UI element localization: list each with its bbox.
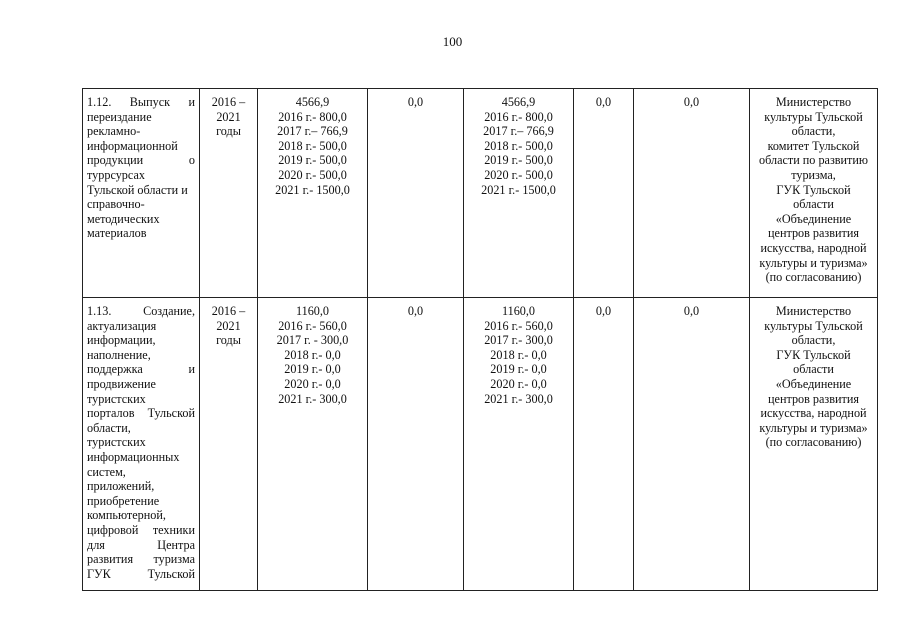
cell-line	[87, 508, 195, 523]
cell-line: 2017 г.– 766,9	[277, 124, 348, 139]
cell-line: искусства, народной	[760, 240, 867, 255]
local-budget-cell	[574, 89, 634, 298]
cell-word: продукции	[87, 153, 144, 168]
cell-line: «Объединение	[775, 211, 852, 226]
cell-line	[87, 377, 195, 392]
local-budget-cell	[574, 298, 634, 591]
cell-line	[87, 479, 195, 494]
cell-line: 2021	[216, 109, 241, 124]
cell-word: Выпуск	[129, 95, 171, 109]
cell-word: переиздание	[87, 109, 152, 124]
cell-word: рекламно-	[87, 124, 141, 139]
cell-line: 2017 г.– 766,9	[483, 124, 554, 139]
cell-line: 2018 г.- 500,0	[278, 138, 347, 153]
cell-line: 2016 г.- 800,0	[484, 109, 553, 124]
cell-word: туристских	[87, 435, 146, 450]
cell-line	[87, 139, 195, 154]
cell-word: информационной	[87, 138, 178, 153]
cell-line: (по согласованию)	[765, 435, 862, 450]
cell-line	[87, 523, 195, 538]
cell-line: 2018 г.- 500,0	[484, 138, 553, 153]
cell-word: продвижение	[87, 376, 156, 391]
cell-line	[87, 552, 195, 567]
cell-word: и	[188, 95, 195, 109]
cell-line: области,	[791, 333, 836, 348]
cell-line	[87, 494, 195, 509]
cell-word: наполнение,	[87, 347, 151, 362]
cell-word: туристских	[87, 391, 146, 406]
federal-budget-value: 0,0	[407, 304, 424, 318]
cell-line: 2016 –	[211, 304, 246, 318]
cell-line: 2020 г.- 500,0	[278, 167, 347, 182]
cell-line: 2019 г.- 500,0	[484, 153, 553, 168]
cell-word: Тульской	[147, 566, 195, 581]
cell-word: Тульской	[147, 406, 195, 421]
cell-word: Тульской области и	[87, 182, 188, 197]
other-sources-value: 0,0	[683, 304, 700, 318]
cell-line: 4566,9	[501, 95, 536, 109]
cell-line	[87, 110, 195, 125]
cell-line	[87, 348, 195, 363]
cell-line: 2020 г.- 0,0	[490, 376, 547, 391]
activity-name-cell	[83, 298, 200, 591]
cell-word: актуализация	[87, 318, 157, 333]
cell-line	[87, 406, 195, 421]
total-funding-cell	[258, 89, 368, 298]
cell-line: искусства, народной	[760, 406, 867, 421]
cell-line	[87, 304, 195, 319]
cell-line: культуры Тульской	[764, 318, 863, 333]
cell-line: 1160,0	[501, 304, 536, 318]
table-row	[83, 89, 878, 298]
cell-line: (по согласованию)	[765, 270, 862, 285]
cell-line: культуры и туризма»	[759, 420, 868, 435]
cell-line	[87, 465, 195, 480]
total-funding-cell	[258, 298, 368, 591]
cell-line: 2018 г.- 0,0	[284, 347, 341, 362]
federal-budget-value: 0,0	[407, 95, 424, 109]
cell-line	[87, 538, 195, 553]
cell-word: приобретение	[87, 493, 160, 508]
program-table	[82, 88, 878, 591]
other-sources-value: 0,0	[683, 95, 700, 109]
cell-line: центров развития	[768, 226, 859, 241]
cell-word: материалов	[87, 226, 147, 241]
other-sources-cell	[634, 89, 750, 298]
cell-line: 2021 г.- 1500,0	[481, 182, 556, 197]
cell-line: 1160,0	[295, 304, 330, 318]
period-cell	[200, 298, 258, 591]
activity-name-cell	[83, 89, 200, 298]
cell-line: 2018 г.- 0,0	[490, 347, 547, 362]
cell-line: 2016 г.- 560,0	[484, 318, 553, 333]
cell-line: культуры и туризма»	[759, 255, 868, 270]
period-cell	[200, 89, 258, 298]
cell-line	[87, 333, 195, 348]
federal-budget-cell	[368, 89, 464, 298]
federal-budget-cell	[368, 298, 464, 591]
regional-budget-cell	[464, 89, 574, 298]
cell-line	[87, 168, 195, 183]
cell-line	[87, 567, 195, 582]
cell-line	[87, 197, 195, 212]
cell-word: 1.13.	[87, 304, 112, 318]
cell-word: компьютерной,	[87, 508, 166, 523]
cell-line: области	[793, 362, 834, 377]
cell-line: 2019 г.- 0,0	[490, 362, 547, 377]
cell-line	[87, 212, 195, 227]
cell-line: годы	[216, 124, 241, 139]
cell-line	[87, 450, 195, 465]
cell-word: и	[188, 362, 195, 377]
cell-line: 2017 г. - 300,0	[276, 333, 349, 348]
cell-word: области,	[87, 420, 131, 435]
cell-line	[87, 362, 195, 377]
cell-word: цифровой	[87, 522, 139, 537]
cell-line: области по развитию	[759, 153, 868, 168]
cell-line: Министерство	[775, 304, 852, 318]
cell-word: систем,	[87, 464, 126, 479]
regional-budget-cell	[464, 298, 574, 591]
cell-line	[87, 421, 195, 436]
cell-line: 2020 г.- 500,0	[484, 167, 553, 182]
cell-line: 2021	[216, 318, 241, 333]
cell-line: ГУК Тульской	[776, 347, 851, 362]
cell-word: Создание,	[143, 304, 195, 318]
page-number: 100	[442, 34, 463, 49]
cell-word: для	[87, 537, 105, 552]
cell-word: туризма	[153, 552, 195, 567]
cell-line: 2016 г.- 800,0	[278, 109, 347, 124]
cell-line	[87, 392, 195, 407]
local-budget-value: 0,0	[595, 304, 612, 318]
cell-line: 2016 –	[211, 95, 246, 109]
cell-word: Центра	[157, 537, 195, 552]
cell-line: 2021 г.- 300,0	[484, 391, 553, 406]
cell-word: 1.12.	[87, 95, 112, 109]
cell-line	[87, 226, 195, 241]
cell-word: приложений,	[87, 479, 155, 494]
cell-line: «Объединение	[775, 376, 852, 391]
other-sources-cell	[634, 298, 750, 591]
cell-line: 2020 г.- 0,0	[284, 376, 341, 391]
cell-word: методических	[87, 211, 160, 226]
cell-line	[87, 153, 195, 168]
cell-word: информации,	[87, 333, 156, 348]
cell-line: Министерство	[775, 95, 852, 109]
cell-word: информационных	[87, 449, 180, 464]
cell-word: поддержка	[87, 362, 143, 377]
cell-line: 4566,9	[295, 95, 330, 109]
cell-line: годы	[216, 333, 241, 348]
cell-line: 2017 г.- 300,0	[484, 333, 553, 348]
cell-line: 2021 г.- 300,0	[278, 391, 347, 406]
cell-word: ГУК	[87, 566, 111, 581]
cell-line	[87, 95, 195, 110]
cell-word: развития	[87, 552, 134, 567]
cell-line	[87, 435, 195, 450]
local-budget-value: 0,0	[595, 95, 612, 109]
cell-word: техники	[152, 522, 195, 537]
cell-line: комитет Тульской	[767, 138, 860, 153]
cell-line	[87, 319, 195, 334]
cell-line: 2019 г.- 500,0	[278, 153, 347, 168]
cell-word: порталов	[87, 406, 135, 421]
cell-line: 2016 г.- 560,0	[278, 318, 347, 333]
executors-cell	[750, 298, 878, 591]
cell-word: туррсурсах	[87, 167, 145, 182]
cell-line	[87, 183, 195, 198]
cell-line	[87, 124, 195, 139]
table-row	[83, 298, 878, 591]
executors-cell	[750, 89, 878, 298]
cell-line: 2019 г.- 0,0	[284, 362, 341, 377]
cell-line: области,	[791, 124, 836, 139]
cell-line: ГУК Тульской	[776, 182, 851, 197]
cell-line: центров развития	[768, 391, 859, 406]
cell-line: области	[793, 197, 834, 212]
cell-line: 2021 г.- 1500,0	[275, 182, 350, 197]
cell-word: справочно-	[87, 197, 145, 212]
cell-line: культуры Тульской	[764, 109, 863, 124]
cell-line: туризма,	[791, 167, 836, 182]
cell-word: о	[188, 153, 195, 168]
